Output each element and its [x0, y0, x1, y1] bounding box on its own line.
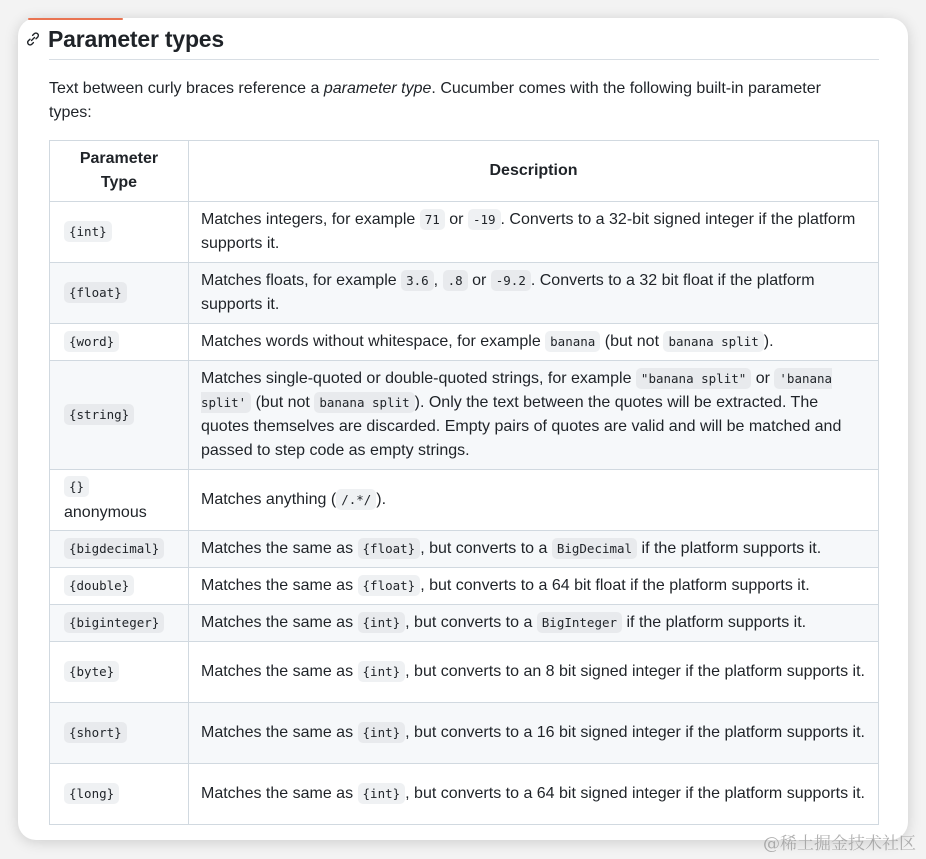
- description-text: if the platform supports it.: [622, 614, 807, 631]
- inline-code: "banana split": [636, 368, 751, 389]
- description-text: ).: [763, 333, 774, 350]
- inline-code: {int}: [358, 722, 406, 743]
- description-text: , but converts to a 64 bit signed integer if the platform supports it.: [405, 785, 865, 802]
- parameter-type-cell: [50, 568, 189, 605]
- description-text: ).: [376, 491, 387, 508]
- parameter-type-cell: [50, 531, 189, 568]
- description-text: . Converts to a 32-bit signed integer if the platform supports it.: [201, 211, 856, 252]
- parameter-type-cell: [50, 263, 189, 324]
- description-text: , but converts to a 64 bit float if the platform supports it.: [420, 577, 810, 594]
- parameter-type-code: {string}: [64, 404, 134, 425]
- intro-paragraph: [49, 77, 859, 125]
- parameter-type-cell: [50, 703, 189, 764]
- table-header-row: [50, 141, 879, 202]
- description-text: Matches the same as: [201, 614, 358, 631]
- inline-code: {int}: [358, 661, 406, 682]
- description-cell: [189, 764, 879, 825]
- watermark: @稀土掘金技术社区: [763, 834, 916, 854]
- parameter-type-cell: [50, 605, 189, 642]
- description-text: or: [751, 370, 775, 387]
- description-text: Matches anything (: [201, 491, 337, 508]
- link-icon[interactable]: [24, 30, 42, 48]
- parameter-type-cell: [50, 324, 189, 361]
- description-text: , but converts to a: [405, 614, 537, 631]
- description-cell: [189, 605, 879, 642]
- inline-code: {int}: [358, 612, 406, 633]
- parameter-types-card: [18, 18, 916, 854]
- inline-code: 3.6: [401, 270, 434, 291]
- description-text: if the platform supports it.: [637, 540, 822, 557]
- parameter-type-cell: [50, 470, 189, 531]
- page-title: Parameter types: [48, 25, 224, 52]
- parameter-type-cell: [50, 361, 189, 470]
- table-row: [50, 263, 879, 324]
- table-row: [50, 531, 879, 568]
- description-text: Matches floats, for example: [201, 272, 402, 289]
- table-row: [50, 703, 879, 764]
- description-text: Matches the same as: [201, 663, 358, 680]
- inline-code: .8: [443, 270, 468, 291]
- header-parameter-type: Parameter Type: [50, 141, 189, 202]
- description-text: ). Only the text between the quotes will be extracted. The quotes themselves are discarded. Empty pairs of quotes are valid and will be matched and passed to step code as empty strings.: [201, 394, 842, 459]
- description-cell: [189, 324, 879, 361]
- table-row: [50, 361, 879, 470]
- inline-code: BigInteger: [537, 612, 622, 633]
- parameter-type-code: {bigdecimal}: [64, 538, 164, 559]
- parameter-type-code: {short}: [64, 722, 127, 743]
- description-text: ,: [433, 272, 443, 289]
- inline-code: /.*/: [336, 489, 376, 510]
- inline-code: BigDecimal: [552, 538, 637, 559]
- description-text: Matches single-quoted or double-quoted strings, for example: [201, 370, 636, 387]
- table-body: [50, 202, 879, 825]
- description-text: Matches the same as: [201, 540, 358, 557]
- description-text: , but converts to a 16 bit signed integer if the platform supports it.: [405, 724, 865, 741]
- header-description: Description: [189, 141, 879, 202]
- description-text: Matches integers, for example: [201, 211, 420, 228]
- description-text: (but not: [251, 394, 315, 411]
- description-text: Matches the same as: [201, 577, 358, 594]
- intro-emphasis: parameter type: [323, 80, 432, 97]
- parameter-type-code: {long}: [64, 783, 119, 804]
- table-row: [50, 642, 879, 703]
- description-cell: [189, 531, 879, 568]
- parameter-type-code: {double}: [64, 575, 134, 596]
- description-text: , but converts to an 8 bit signed integer if the platform supports it.: [405, 663, 865, 680]
- accent-bar: [28, 18, 123, 20]
- inline-code: 'banana split': [201, 368, 832, 413]
- table-row: [50, 568, 879, 605]
- description-text: (but not: [600, 333, 664, 350]
- parameter-type-cell: [50, 764, 189, 825]
- description-cell: [189, 202, 879, 263]
- description-cell: [189, 703, 879, 764]
- table-row: [50, 764, 879, 825]
- parameter-types-table: [49, 140, 879, 825]
- description-text: or: [467, 272, 491, 289]
- table-row: [50, 470, 879, 531]
- table-row: [50, 605, 879, 642]
- parameter-type-code: {int}: [64, 221, 112, 242]
- inline-code: banana split: [314, 392, 414, 413]
- parameter-type-code: {}: [64, 476, 89, 497]
- inline-code: banana split: [663, 331, 763, 352]
- inline-code: {float}: [358, 538, 421, 559]
- intro-text-end: . Cucumber comes with the following built-in parameter types:: [49, 80, 821, 121]
- description-text: Matches the same as: [201, 785, 358, 802]
- description-text: or: [444, 211, 468, 228]
- table-row: [50, 324, 879, 361]
- inline-code: {float}: [358, 575, 421, 596]
- inline-code: 71: [420, 209, 445, 230]
- table-row: [50, 202, 879, 263]
- parameter-type-note: anonymous: [64, 504, 147, 521]
- description-text: , but converts to a: [420, 540, 552, 557]
- description-cell: [189, 361, 879, 470]
- parameter-type-code: {byte}: [64, 661, 119, 682]
- parameter-type-cell: [50, 202, 189, 263]
- heading-divider: [49, 59, 879, 60]
- description-cell: [189, 470, 879, 531]
- description-text: Matches words without whitespace, for example: [201, 333, 546, 350]
- description-text: . Converts to a 32 bit float if the platform supports it.: [201, 272, 815, 313]
- parameter-type-cell: [50, 642, 189, 703]
- description-text: Matches the same as: [201, 724, 358, 741]
- section-heading: [24, 24, 224, 54]
- description-cell: [189, 263, 879, 324]
- parameter-type-code: {float}: [64, 282, 127, 303]
- intro-text: Text between curly braces reference a: [49, 80, 324, 97]
- description-cell: [189, 642, 879, 703]
- inline-code: banana: [545, 331, 600, 352]
- inline-code: -19: [468, 209, 501, 230]
- parameter-type-code: {biginteger}: [64, 612, 164, 633]
- description-cell: [189, 568, 879, 605]
- inline-code: -9.2: [491, 270, 531, 291]
- inline-code: {int}: [358, 783, 406, 804]
- parameter-type-code: {word}: [64, 331, 119, 352]
